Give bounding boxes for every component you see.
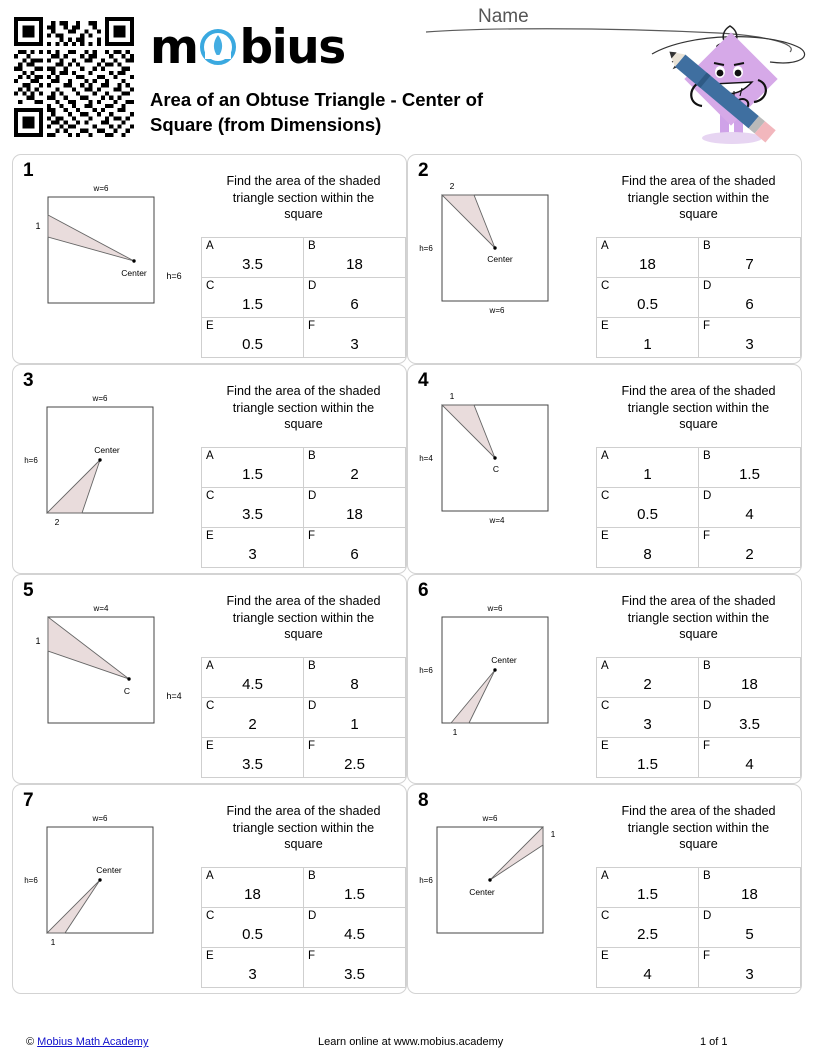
mobius-swirl-icon (198, 27, 238, 67)
option-letter: A (206, 660, 214, 672)
fig-left-label: h=4 (419, 454, 433, 463)
option-value: 1 (350, 716, 359, 733)
table-row (202, 868, 406, 908)
option-letter: D (703, 280, 712, 292)
option-cell-d[interactable] (699, 278, 801, 318)
figure-column (408, 785, 596, 993)
option-cell-d[interactable] (699, 488, 801, 528)
option-letter: E (601, 320, 609, 332)
option-value: 8 (643, 546, 652, 563)
option-value: 0.5 (637, 296, 658, 313)
fig-center-label: Center (121, 268, 147, 278)
mascot-pencil-icon (650, 18, 810, 150)
option-letter: B (703, 870, 711, 882)
fig-left-label: 1 (35, 636, 41, 646)
option-letter: D (703, 490, 712, 502)
figure-column (408, 575, 596, 783)
option-value: 3.5 (739, 716, 760, 733)
option-value: 1.5 (739, 466, 760, 483)
table-row (202, 488, 406, 528)
option-cell-a[interactable] (597, 658, 699, 698)
option-value: 1.5 (242, 296, 263, 313)
option-letter: C (206, 490, 215, 502)
problem-prompt: Find the area of the shaded triangle section within the square (621, 174, 776, 222)
option-cell-a[interactable] (597, 238, 699, 278)
option-cell-c[interactable] (597, 908, 699, 948)
option-cell-a[interactable] (597, 448, 699, 488)
fig-center-label: C (492, 464, 500, 474)
option-cell-f[interactable] (304, 738, 406, 778)
option-cell-b[interactable] (699, 658, 801, 698)
problem-card (407, 784, 802, 994)
option-cell-e[interactable] (597, 738, 699, 778)
option-letter: D (308, 910, 317, 922)
option-cell-e[interactable] (202, 318, 304, 358)
table-row (202, 238, 406, 278)
page-header (0, 0, 815, 150)
figure-column (408, 365, 596, 573)
problem-card (407, 364, 802, 574)
problem-number: 5 (23, 580, 34, 601)
option-letter: E (206, 950, 214, 962)
option-letter: A (601, 870, 609, 882)
option-value: 18 (346, 506, 363, 523)
option-letter: C (601, 490, 610, 502)
option-cell-c[interactable] (597, 698, 699, 738)
option-value: 6 (745, 296, 754, 313)
option-value: 1.5 (344, 886, 365, 903)
option-cell-b[interactable] (699, 868, 801, 908)
fig-left-label: h=6 (24, 876, 38, 885)
figure-column (13, 155, 201, 363)
table-row (597, 448, 801, 488)
fig-bottom-label: 1 (50, 937, 56, 947)
fig-left-label: h=6 (24, 456, 38, 465)
option-cell-a[interactable] (202, 868, 304, 908)
table-row (202, 318, 406, 358)
problem-number: 3 (23, 370, 34, 391)
option-letter: A (206, 240, 214, 252)
problem-prompt: Find the area of the shaded triangle section within the square (621, 384, 776, 432)
problem-prompt: Find the area of the shaded triangle section within the square (226, 384, 381, 432)
table-row (202, 528, 406, 568)
option-value: 4.5 (344, 926, 365, 943)
fig-right-label: h=6 (166, 271, 182, 281)
table-row (202, 738, 406, 778)
option-cell-c[interactable] (202, 488, 304, 528)
qr-code-icon (14, 17, 134, 137)
option-cell-c[interactable] (597, 488, 699, 528)
option-value: 3 (350, 336, 359, 353)
answer-options-table (596, 447, 801, 568)
option-letter: F (308, 530, 316, 542)
option-cell-b[interactable] (304, 448, 406, 488)
option-letter: B (308, 870, 316, 882)
problem-card (407, 574, 802, 784)
option-value: 3 (745, 336, 754, 353)
table-row (597, 318, 801, 358)
table-row (597, 658, 801, 698)
table-row (597, 948, 801, 988)
option-letter: F (308, 740, 316, 752)
copyright-symbol: © (26, 1036, 35, 1048)
option-letter: E (206, 320, 214, 332)
option-value: 1 (643, 336, 652, 353)
fig-top-label: 1 (449, 391, 455, 401)
option-value: 0.5 (637, 506, 658, 523)
option-value: 0.5 (242, 926, 263, 943)
option-cell-c[interactable] (597, 278, 699, 318)
fig-center-label: Center (96, 865, 122, 875)
answer-options-table (201, 867, 406, 988)
footer-copyright (26, 1036, 148, 1048)
option-cell-a[interactable] (202, 448, 304, 488)
problem-figure (21, 179, 196, 309)
option-letter: B (308, 660, 316, 672)
footer-learn-online: Learn online at www.mobius.academy (318, 1036, 504, 1048)
option-letter: F (308, 950, 316, 962)
fig-top-label: w=6 (92, 394, 108, 403)
problem-figure (21, 599, 196, 729)
table-row (202, 908, 406, 948)
option-letter: C (206, 700, 215, 712)
option-letter: B (703, 240, 711, 252)
fig-top-label: w=6 (92, 814, 108, 823)
table-row (597, 528, 801, 568)
option-value: 6 (350, 296, 359, 313)
option-cell-f[interactable] (304, 948, 406, 988)
mobius-math-academy-link[interactable]: Mobius Math Academy (37, 1036, 149, 1048)
option-cell-b[interactable] (304, 238, 406, 278)
option-value: 8 (350, 676, 359, 693)
fig-bottom-label: 1 (452, 727, 458, 737)
option-cell-c[interactable] (202, 908, 304, 948)
option-letter: D (308, 280, 317, 292)
table-row (202, 948, 406, 988)
option-letter: E (601, 740, 609, 752)
option-letter: C (601, 280, 610, 292)
fig-bottom-label: w=4 (489, 516, 505, 525)
option-value: 2 (745, 546, 754, 563)
option-cell-a[interactable] (202, 658, 304, 698)
option-cell-b[interactable] (699, 238, 801, 278)
fig-right-label: 1 (550, 829, 556, 839)
table-row (597, 238, 801, 278)
option-value: 0.5 (242, 336, 263, 353)
option-letter: F (308, 320, 316, 332)
option-cell-e[interactable] (202, 528, 304, 568)
option-cell-d[interactable] (699, 908, 801, 948)
problem-figure (17, 389, 192, 529)
option-cell-c[interactable] (202, 278, 304, 318)
option-value: 6 (350, 546, 359, 563)
option-value: 3.5 (242, 756, 263, 773)
option-value: 2 (643, 676, 652, 693)
fig-top-label: w=6 (487, 604, 503, 613)
problem-card (407, 154, 802, 364)
problem-card (12, 574, 407, 784)
table-row (202, 698, 406, 738)
fig-top-label: w=6 (482, 814, 498, 823)
option-cell-f[interactable] (699, 318, 801, 358)
option-value: 2 (350, 466, 359, 483)
option-letter: D (308, 490, 317, 502)
option-cell-e[interactable] (202, 738, 304, 778)
option-letter: B (703, 660, 711, 672)
option-cell-a[interactable] (597, 868, 699, 908)
option-letter: D (703, 910, 712, 922)
problem-prompt: Find the area of the shaded triangle section within the square (621, 594, 776, 642)
figure-column (13, 575, 201, 783)
option-letter: A (601, 450, 609, 462)
table-row (597, 738, 801, 778)
option-letter: D (308, 700, 317, 712)
option-value: 18 (639, 256, 656, 273)
option-cell-b[interactable] (304, 868, 406, 908)
problem-card (12, 154, 407, 364)
option-value: 1.5 (242, 466, 263, 483)
option-value: 3 (643, 716, 652, 733)
problem-prompt: Find the area of the shaded triangle section within the square (621, 804, 776, 852)
fig-center-label: Center (94, 445, 120, 455)
option-cell-e[interactable] (597, 318, 699, 358)
problem-figure (412, 599, 587, 739)
option-cell-c[interactable] (202, 698, 304, 738)
problem-number: 2 (418, 160, 429, 181)
name-label: Name (478, 6, 529, 27)
option-value: 4 (745, 756, 754, 773)
option-letter: C (601, 910, 610, 922)
option-cell-e[interactable] (597, 948, 699, 988)
fig-top-label: w=6 (93, 184, 109, 193)
option-cell-f[interactable] (304, 528, 406, 568)
option-letter: B (308, 450, 316, 462)
table-row (597, 488, 801, 528)
option-cell-d[interactable] (304, 908, 406, 948)
answer-options-table (201, 447, 406, 568)
option-letter: E (206, 740, 214, 752)
fig-left-label: 1 (35, 221, 41, 231)
option-cell-d[interactable] (304, 278, 406, 318)
option-value: 2.5 (344, 756, 365, 773)
table-row (597, 698, 801, 738)
option-letter: C (601, 700, 610, 712)
option-value: 3.5 (242, 506, 263, 523)
option-letter: D (703, 700, 712, 712)
option-letter: A (206, 450, 214, 462)
footer-page-indicator: 1 of 1 (700, 1036, 728, 1048)
option-cell-d[interactable] (304, 488, 406, 528)
option-value: 18 (741, 676, 758, 693)
fig-top-label: 2 (449, 181, 455, 191)
option-value: 18 (346, 256, 363, 273)
problem-number: 4 (418, 370, 429, 391)
fig-left-label: h=6 (419, 244, 433, 253)
fig-left-label: h=6 (419, 876, 433, 885)
problem-figure (412, 809, 587, 949)
problem-prompt: Find the area of the shaded triangle section within the square (226, 804, 381, 852)
problem-number: 6 (418, 580, 429, 601)
option-letter: F (703, 950, 711, 962)
option-value: 2.5 (637, 926, 658, 943)
option-cell-e[interactable] (597, 528, 699, 568)
problem-figure (17, 809, 192, 949)
option-letter: A (601, 240, 609, 252)
option-value: 1.5 (637, 886, 658, 903)
option-value: 18 (741, 886, 758, 903)
option-cell-d[interactable] (699, 698, 801, 738)
problem-number: 7 (23, 790, 34, 811)
option-cell-f[interactable] (304, 318, 406, 358)
option-letter: F (703, 530, 711, 542)
page-title: Area of an Obtuse Triangle - Center of Square (from Dimensions) (150, 89, 484, 135)
option-letter: C (206, 280, 215, 292)
answer-options-table (201, 657, 406, 778)
option-value: 4 (643, 966, 652, 983)
table-row (202, 278, 406, 318)
table-row (202, 448, 406, 488)
option-letter: A (601, 660, 609, 672)
problem-number: 8 (418, 790, 429, 811)
option-value: 5 (745, 926, 754, 943)
option-letter: C (206, 910, 215, 922)
fig-left-label: h=6 (419, 666, 433, 675)
table-row (597, 908, 801, 948)
option-value: 3 (745, 966, 754, 983)
option-cell-f[interactable] (699, 528, 801, 568)
problem-prompt: Find the area of the shaded triangle section within the square (226, 594, 381, 642)
option-cell-b[interactable] (699, 448, 801, 488)
fig-bottom-label: 2 (54, 517, 60, 527)
option-value: 3 (248, 966, 257, 983)
figure-column (13, 785, 201, 993)
option-cell-f[interactable] (699, 948, 801, 988)
option-letter: B (703, 450, 711, 462)
option-cell-b[interactable] (304, 658, 406, 698)
answer-options-table (201, 237, 406, 358)
option-letter: A (206, 870, 214, 882)
option-value: 3 (248, 546, 257, 563)
option-value: 4 (745, 506, 754, 523)
option-letter: F (703, 740, 711, 752)
fig-top-label: w=4 (93, 604, 109, 613)
logo-text-post: bius (239, 19, 345, 75)
option-letter: E (601, 950, 609, 962)
problem-number: 1 (23, 160, 34, 181)
fig-center-label: Center (487, 254, 513, 264)
option-letter: B (308, 240, 316, 252)
option-value: 1.5 (637, 756, 658, 773)
fig-center-label: Center (491, 655, 517, 665)
option-value: 2 (248, 716, 257, 733)
option-letter: E (206, 530, 214, 542)
fig-right-label: h=4 (166, 691, 182, 701)
option-letter: E (601, 530, 609, 542)
option-value: 3.5 (344, 966, 365, 983)
figure-column (408, 155, 596, 363)
table-row (597, 868, 801, 908)
answer-options-table (596, 867, 801, 988)
option-value: 1 (643, 466, 652, 483)
figure-column (13, 365, 201, 573)
answer-options-table (596, 657, 801, 778)
option-value: 18 (244, 886, 261, 903)
fig-center-label: Center (469, 887, 495, 897)
table-row (597, 278, 801, 318)
problem-prompt: Find the area of the shaded triangle section within the square (226, 174, 381, 222)
table-row (202, 658, 406, 698)
problem-figure (412, 177, 587, 317)
option-letter: F (703, 320, 711, 332)
option-value: 7 (745, 256, 754, 273)
option-cell-e[interactable] (202, 948, 304, 988)
problem-card (12, 364, 407, 574)
option-cell-d[interactable] (304, 698, 406, 738)
problem-grid (12, 154, 802, 994)
problem-card (12, 784, 407, 994)
problem-figure (412, 387, 587, 527)
answer-options-table (596, 237, 801, 358)
logo-text-pre: m (150, 19, 198, 75)
fig-center-label: C (123, 686, 131, 696)
option-cell-a[interactable] (202, 238, 304, 278)
option-value: 4.5 (242, 676, 263, 693)
fig-bottom-label: w=6 (489, 306, 505, 315)
option-cell-f[interactable] (699, 738, 801, 778)
option-value: 3.5 (242, 256, 263, 273)
